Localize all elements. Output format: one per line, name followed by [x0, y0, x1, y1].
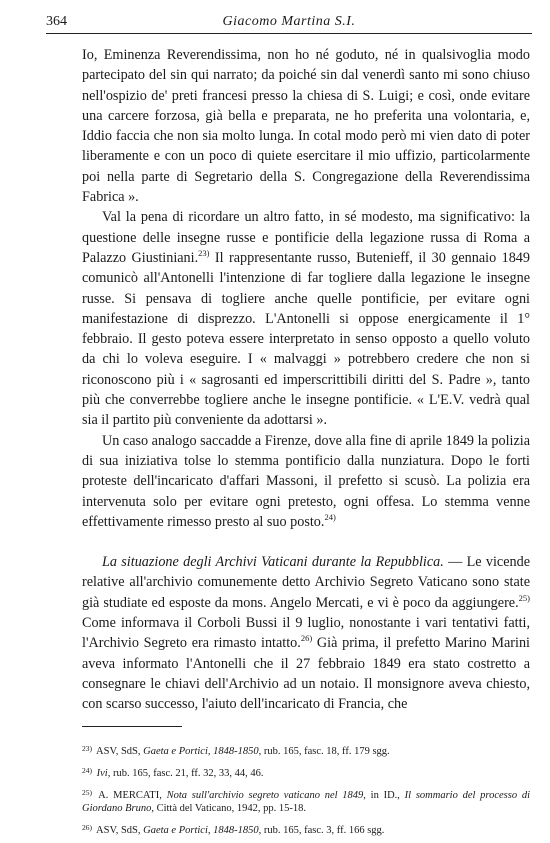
paragraph — [82, 207, 530, 430]
text-run: Già prima, il prefetto Marino Marini aveva informato l'Antonelli che il 27 febbraio 1849 era stato costretto a consegnare le chiavi dell'Archivio ad un notaio. Il monsignore aveva chiesto, con scarso successo, l'aiuto dell'incaricato di Francia, che — [82, 635, 530, 713]
footnote — [82, 786, 530, 815]
footnote-mark: 24) — [82, 766, 92, 775]
italic-text: Ivi — [96, 768, 108, 779]
text-run: Io, Eminenza Reverendissima, non ho né goduto, né in qualsivoglia modo partecipato del sin qui narrato; da poiché sin dal venerdì santo mi sono chiuso nell'ospizio de' preti francesi presso la chiesa di S. Luigi; e così, onde evitare una carcere forzosa, già bella e preparata, ne ho preferita una volontaria, e, Iddio faccia che non sia molto lunga. In cotal modo però mi vien dato di poter liberamente e con un poco di quiete esercitare il mio uffizio, particolarmente poi nella parte di Segretario della S. Congregazione della Reverendissima Fabrica ». — [82, 47, 530, 206]
footnote-ref: 25) — [518, 592, 530, 603]
paragraph — [82, 431, 530, 532]
text-run: Val la pena di ricordare un altro fatto, in sé modesto, ma significativo: la questione delle insegne russe e pontificie della legazione russa di Roma a Palazzo Giustiniani. — [82, 209, 530, 266]
footnote — [82, 821, 530, 837]
footnote-mark: 23) — [82, 744, 92, 753]
page-header — [46, 10, 532, 32]
footnote-mark: 25) — [82, 788, 92, 797]
text-run: , Città del Vaticano, 1942, pp. 15-18. — [151, 803, 306, 814]
footnotes — [82, 742, 530, 843]
text-run: Il rappresentante russo, Butenieff, il 30 gennaio 1849 comunicò all'Antonelli l'intenzione di far togliere dalla legazione le insegne russe. Si pensava di togliere anche quelle pontificie, per evitare ogni manifestazione di disprezzo. L'Antonelli si oppose energicamente il 1° febbraio. Il gesto poteva essere interpretato in senso opposto a quello voluto da chi lo voleva eseguire. I « malvaggi » potrebbero credere che non si riconoscono più i « sagrosanti ed imperscrittibili diritti del S. Padre », tanto più che converrebbe togliere anche le insegne pontificie. « L'E.V. vedrà qual sia il partito più conveniente da adottarsi ». — [82, 249, 530, 429]
text-run: ASV, SdS, — [96, 746, 144, 757]
page-number: 364 — [46, 14, 67, 29]
text-run: A. MERCATI, — [98, 790, 167, 801]
footnote-ref: 26) — [300, 633, 313, 644]
text-run: , rub. 165, fasc. 21, ff. 32, 33, 44, 46. — [107, 768, 264, 779]
text-run: ASV, SdS, — [96, 825, 144, 836]
italic-text: La situazione degli Archivi Vaticani durante la Repubblica. — [102, 554, 444, 571]
footnote-ref: 23) — [198, 247, 210, 258]
footnote-mark: 26) — [82, 823, 92, 832]
text-run: Come informava il Corboli Bussi il 9 luglio, nonostante i vari tentativi fatti, l'Archivio Segreto era rimasto intatto. — [82, 615, 530, 652]
text-run: , rub. 165, fasc. 18, ff. 179 sgg. — [258, 746, 390, 757]
paragraph — [82, 45, 530, 207]
text-run: — Le vicende relative all'archivio comunemente detto Archivio Segreto Vaticano sono state già studiate ed esposte da mons. Angelo Mercati, e vi è poco da aggiungere. — [82, 554, 531, 611]
footnote — [82, 742, 530, 758]
italic-text: Gaeta e Portici, 1848-1850 — [143, 825, 259, 836]
footnote-ref: 24) — [324, 511, 336, 522]
italic-text: Gaeta e Portici, 1848-1850 — [143, 746, 259, 757]
text-run: Un caso analogo saccadde a Firenze, dove alla fine di aprile 1849 la polizia di sua iniziativa tolse lo stemma pontificio dalla nunziatura. Dopo le forti proteste dell'incaricato d'affari Massoni, il prefetto si scusò. La polizia era intervenuta solo per evitare ogni pretesto, ogni offesa. Lo stemma venne effettivamente rimesso presto al suo posto. — [82, 432, 530, 530]
text-run: , in ID., — [363, 790, 405, 801]
text-run: , rub. 165, fasc. 3, ff. 166 sgg. — [258, 825, 385, 836]
footnote — [82, 764, 530, 780]
footnote-rule — [82, 726, 182, 727]
italic-text: Il sommario del processo di Giordano Bruno — [82, 790, 531, 814]
main-text — [82, 45, 530, 715]
header-rule — [46, 33, 532, 34]
italic-text: Nota sull'archivio segreto vaticano nel 1849 — [166, 790, 364, 801]
running-head: Giacomo Martina S.I. — [222, 14, 356, 29]
paragraph — [82, 552, 530, 714]
